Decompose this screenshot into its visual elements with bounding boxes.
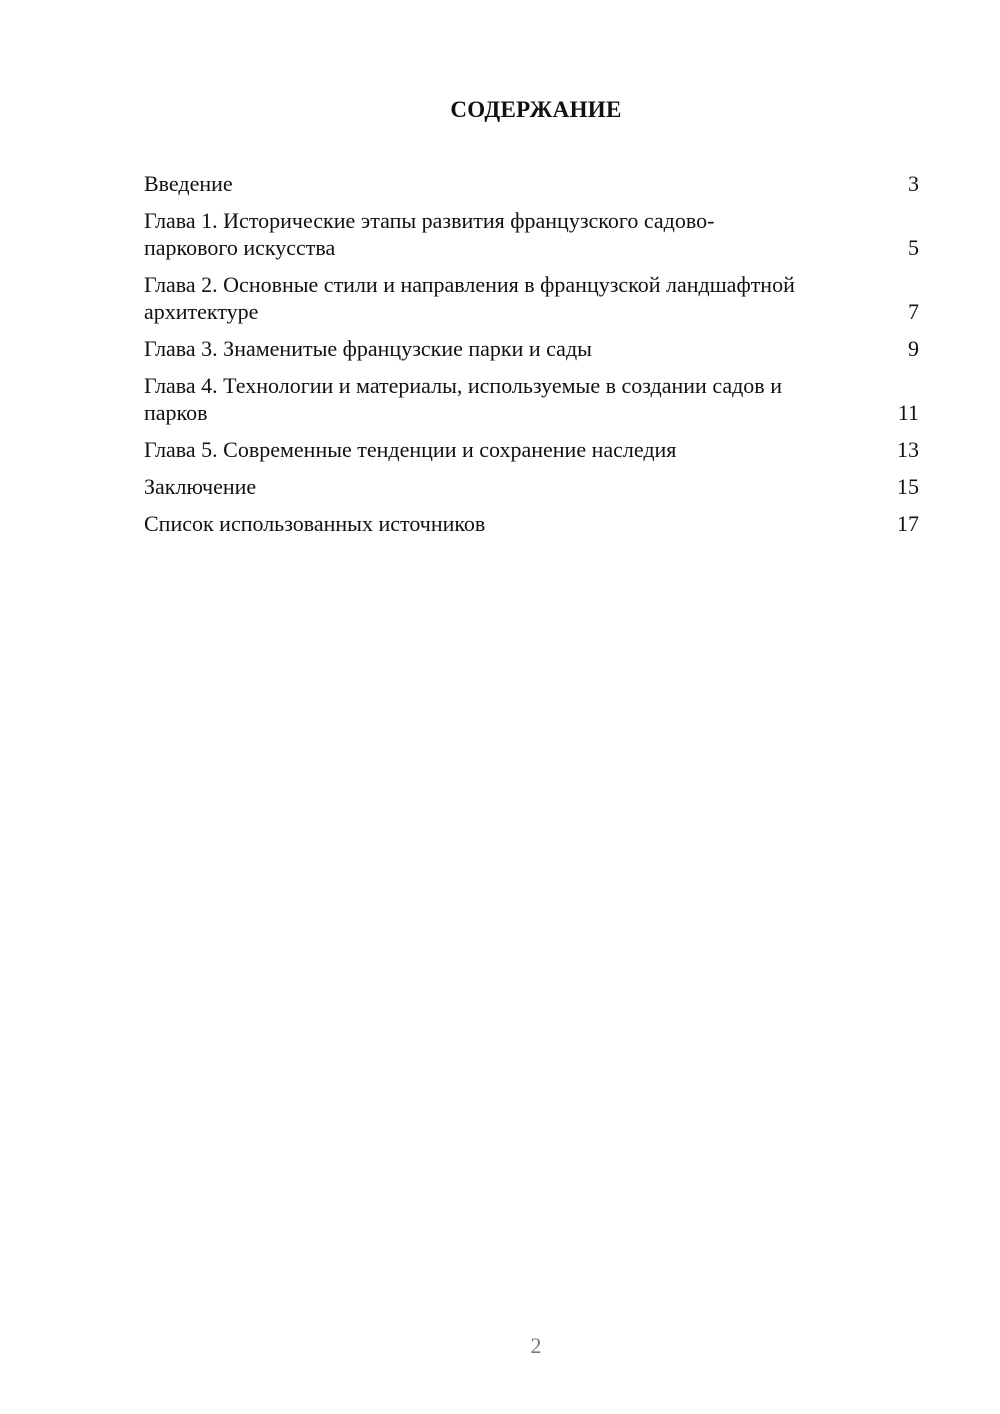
toc-entry-page: 3 (908, 171, 919, 196)
toc-entry-page: 5 (908, 235, 919, 260)
toc-entry-chapter-5[interactable] (144, 436, 919, 463)
toc-entry-page: 17 (897, 511, 919, 536)
toc-entry-page: 9 (908, 336, 919, 361)
toc-entry-conclusion[interactable] (144, 473, 919, 500)
table-of-contents (144, 170, 919, 547)
toc-entry-introduction[interactable] (144, 170, 919, 197)
toc-entry-label: Глава 1. Исторические этапы развития французского садово-паркового искусства (144, 208, 715, 260)
toc-entry-page: 7 (908, 299, 919, 324)
toc-entry-references[interactable] (144, 510, 919, 537)
toc-entry-label: Глава 4. Технологии и материалы, используемые в создании садов и парков (144, 373, 782, 425)
toc-entry-label: Глава 2. Основные стили и направления в французской ландшафтной архитектуре (144, 272, 795, 324)
toc-entry-label: Заключение (144, 474, 257, 499)
toc-entry-label: Введение (144, 171, 233, 196)
toc-entry-label: Глава 3. Знаменитые французские парки и сады (144, 336, 592, 361)
page-number: 2 (530, 1333, 542, 1358)
toc-entry-page: 15 (897, 474, 919, 499)
toc-entry-page: 11 (897, 400, 919, 425)
toc-entry-label: Список использованных источников (144, 511, 486, 536)
toc-entry-label: Глава 5. Современные тенденции и сохранение наследия (144, 437, 677, 462)
toc-entry-chapter-1[interactable] (144, 207, 919, 261)
toc-entry-chapter-4[interactable] (144, 372, 919, 426)
toc-entry-chapter-3[interactable] (144, 335, 919, 362)
toc-heading: СОДЕРЖАНИЕ (450, 97, 622, 122)
toc-entry-chapter-2[interactable] (144, 271, 919, 325)
toc-entry-page: 13 (897, 437, 919, 462)
